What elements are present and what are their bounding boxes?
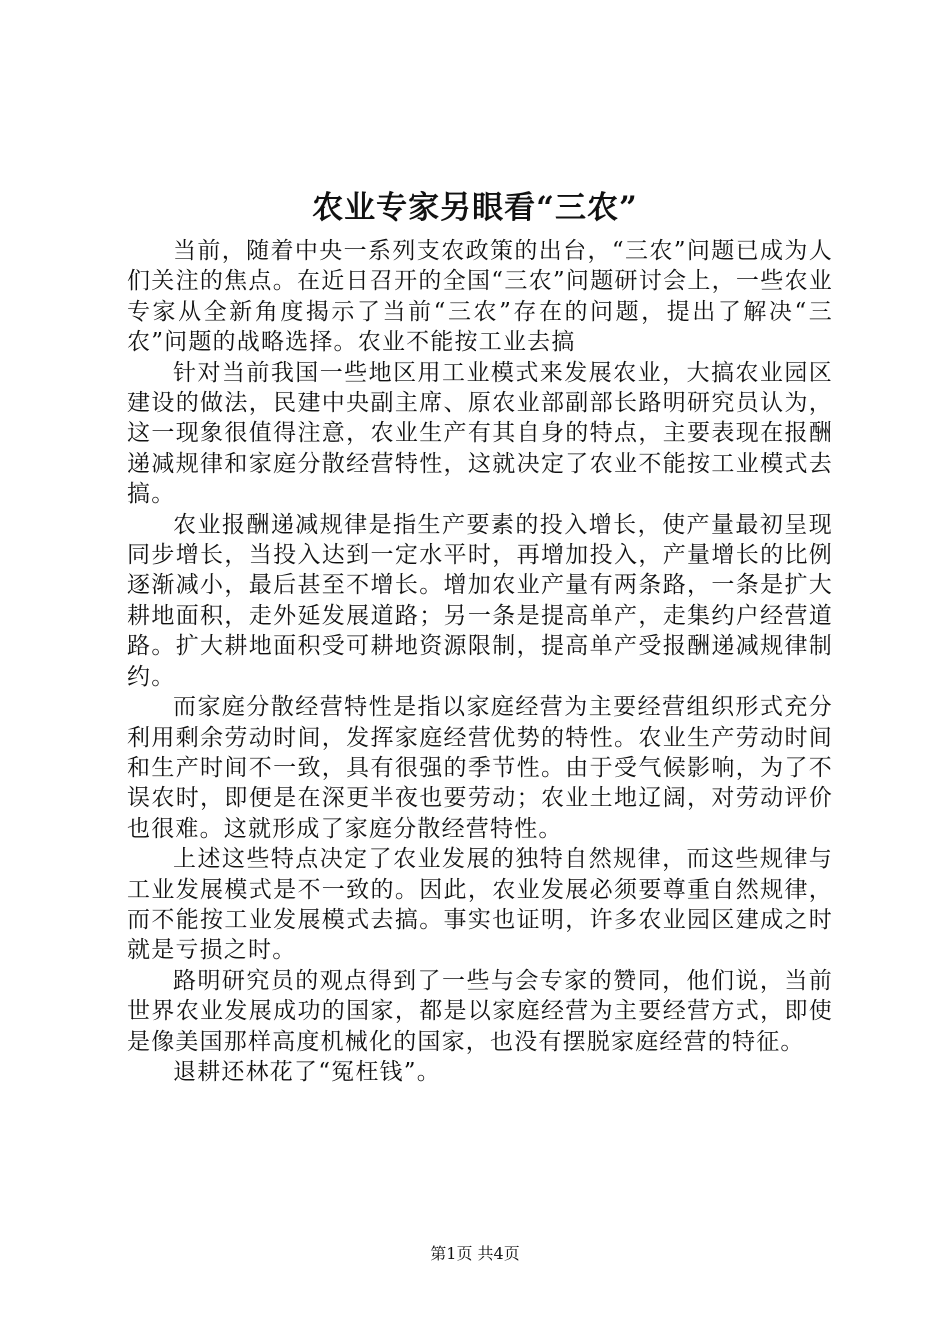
paragraph-1: 当前，随着中央一系列支农政策的出台，“三农”问题已成为人们关注的焦点。在近日召开的全国“三农”问题研讨会上，一些农业专家从全新角度揭示了当前“三农”存在的问题，提出了解决“三农”问题的战略选择。农业不能按工业去搞 [127,238,833,356]
page-footer: 第1页 共4页 [430,1244,520,1263]
paragraph-4: 而家庭分散经营特性是指以家庭经营为主要经营组织形式充分利用剩余劳动时间，发挥家庭经营优势的特性。农业生产劳动时间和生产时间不一致，具有很强的季节性。由于受气候影响，为了不误农时，即便是在深更半夜也要劳动；农业土地辽阔，对劳动评价也很难。这就形成了家庭分散经营特性。 [127,694,833,842]
paragraph-3: 农业报酬递减规律是指生产要素的投入增长，使产量最初呈现同步增长，当投入达到一定水平时，再增加投入，产量增长的比例逐渐减小，最后甚至不增长。增加农业产量有两条路，一条是扩大耕地面积，走外延发展道路；另一条是提高单产，走集约户经营道路。扩大耕地面积受可耕地资源限制，提高单产受报酬递减规律制约。 [127,511,833,690]
paragraph-6: 路明研究员的观点得到了一些与会专家的赞同，他们说，当前世界农业发展成功的国家，都是以家庭经营为主要经营方式，即使是像美国那样高度机械化的国家，也没有摆脱家庭经营的特征。 [127,967,833,1055]
paragraph-7: 退耕还林花了“冤枉钱”。 [173,1058,441,1085]
document-title: 农业专家另眼看“三农” [312,190,638,226]
paragraph-5: 上述这些特点决定了农业发展的独特自然规律，而这些规律与工业发展模式是不一致的。因此，农业发展必须要尊重自然规律，而不能按工业发展模式去搞。事实也证明，许多农业园区建成之时就是亏损之时。 [127,846,833,964]
document-body [127,236,833,1087]
paragraph-2: 针对当前我国一些地区用工业模式来发展农业，大搞农业园区建设的做法，民建中央副主席、原农业部副部长路明研究员认为，这一现象很值得注意，农业生产有其自身的特点，主要表现在报酬递减规律和家庭分散经营特性，这就决定了农业不能按工业模式去搞。 [127,359,833,508]
